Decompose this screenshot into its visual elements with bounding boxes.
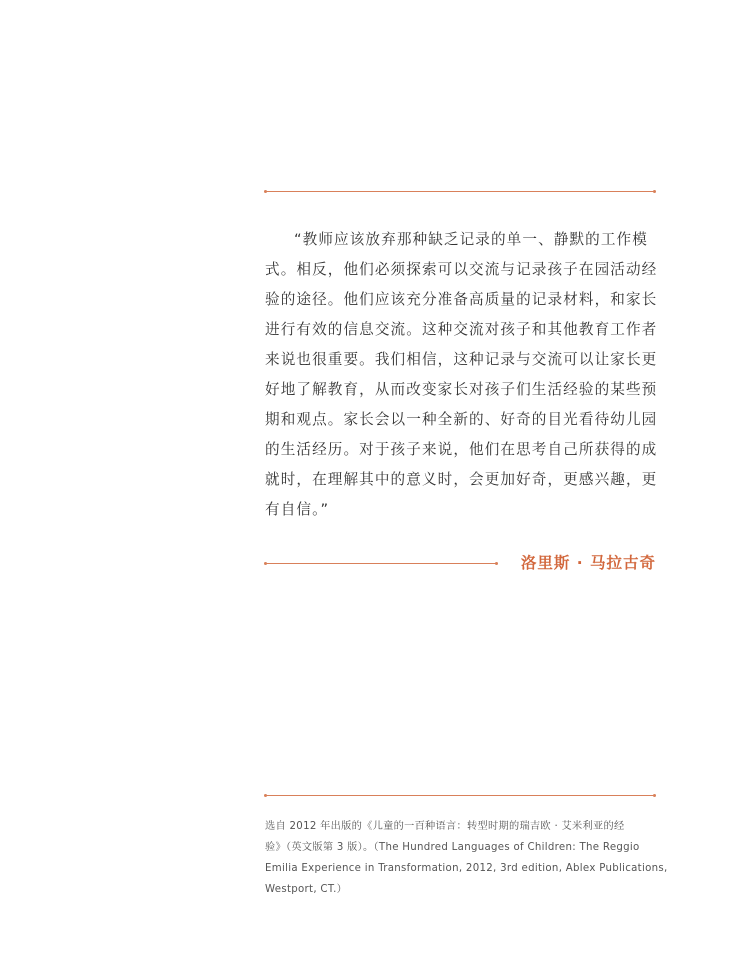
attribution-author: 洛里斯 · 马拉古奇	[520, 554, 656, 572]
quote-line: “教师应该放弃那种缺乏记录的单一、静默的工作模	[294, 231, 648, 248]
top-divider-rule	[265, 191, 655, 192]
source-citation	[265, 816, 668, 900]
quote-line: 就时，在理解其中的意义时，会更加好奇，更感兴趣，更	[265, 471, 658, 488]
source-line: Emilia Experience in Transformation, 2012, 3rd edition, Ablex Publications,	[265, 863, 668, 874]
quote-line: 期和观点。家长会以一种全新的、好奇的目光看待幼儿园	[265, 411, 658, 428]
quote-line: 式。相反，他们必须探索可以交流与记录孩子在园活动经	[265, 261, 658, 278]
source-line: 选自 2012 年出版的《儿童的一百种语言：转型时期的瑞吉欧 · 艾米利亚的经	[265, 821, 625, 832]
source-line: 验》（英文版第 3 版）。（The Hundred Languages of Children: The Reggio	[265, 842, 640, 853]
quote-line: 好地了解教育，从而改变家长对孩子们生活经验的某些预	[265, 381, 658, 398]
quote-line: 验的途径。他们应该充分准备高质量的记录材料，和家长	[265, 291, 658, 308]
quote-line: 进行有效的信息交流。这种交流对孩子和其他教育工作者	[265, 321, 658, 338]
quote-line: 来说也很重要。我们相信，这种记录与交流可以让家长更	[265, 351, 658, 368]
quote-line: 有自信。”	[265, 501, 330, 518]
quote-block	[265, 225, 657, 525]
quote-line: 的生活经历。对于孩子来说，他们在思考自己所获得的成	[265, 441, 658, 458]
source-line: Westport, CT.）	[265, 884, 348, 895]
bottom-divider-rule	[265, 795, 655, 796]
attribution-divider-rule	[265, 563, 497, 564]
